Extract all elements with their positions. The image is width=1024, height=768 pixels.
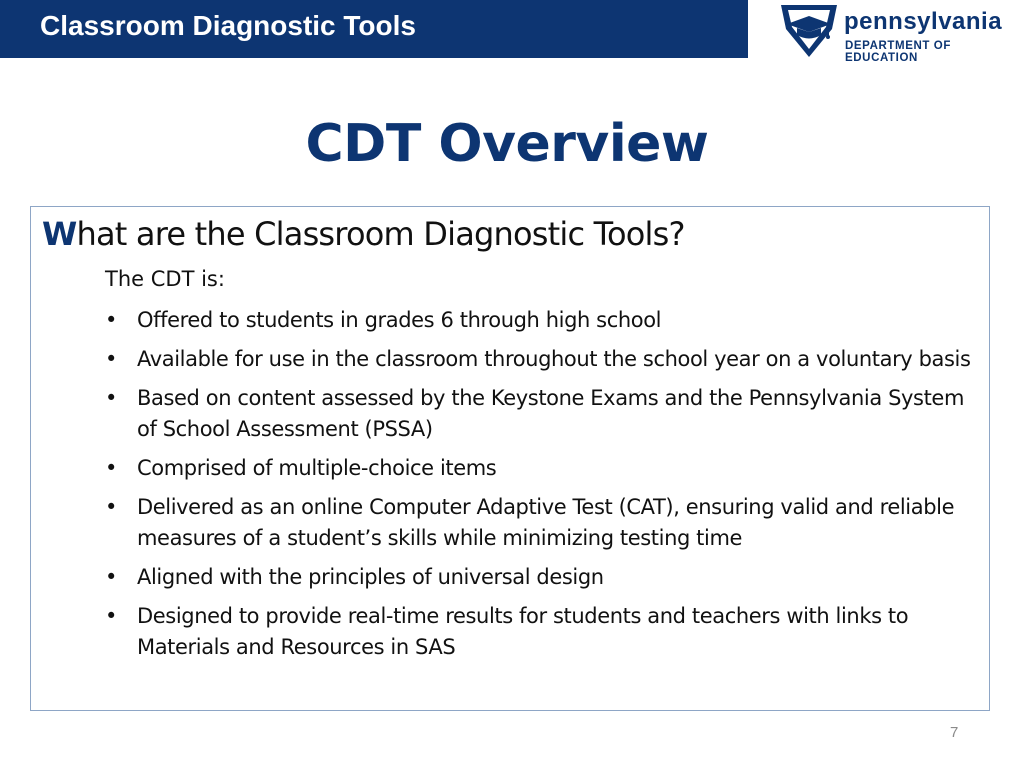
bullet-text: Comprised of multiple-choice items bbox=[137, 456, 497, 480]
bullet-item: • Offered to students in grades 6 through high school bbox=[105, 308, 662, 332]
bullet-item: • Designed to provide real-time results for students and teachers with links to Materials and Resources in SAS bbox=[105, 604, 909, 659]
bullet-item: • Aligned with the principles of universal design bbox=[105, 565, 604, 589]
intro-text: The CDT is: bbox=[105, 267, 225, 291]
bullet-text: Based on content assessed by the Keystone Exams and the Pennsylvania System of School Assessment (PSSA) bbox=[137, 386, 965, 441]
pennsylvania-doe-logo bbox=[778, 2, 1018, 64]
bullet-text: Delivered as an online Computer Adaptive Test (CAT), ensuring valid and reliable measures of a student’s skills while minimizing testing time bbox=[137, 495, 955, 550]
bullet-item: • Comprised of multiple-choice items bbox=[105, 456, 497, 480]
question-text: hat are the Classroom Diagnostic Tools? bbox=[76, 215, 685, 253]
bullet-list bbox=[105, 305, 975, 671]
header-title: Classroom Diagnostic Tools bbox=[40, 10, 416, 41]
page-title: CDT Overview bbox=[305, 114, 709, 174]
bullet-text: Aligned with the principles of universal design bbox=[137, 565, 604, 589]
keystone-graduation-cap-logo-icon bbox=[778, 2, 840, 60]
bullet-text: Designed to provide real-time results for students and teachers with links to Materials and Resources in SAS bbox=[137, 604, 909, 659]
bullet-text: Available for use in the classroom throughout the school year on a voluntary basis bbox=[137, 347, 971, 371]
question-initial: W bbox=[42, 215, 77, 253]
bullet-item: • Available for use in the classroom throughout the school year on a voluntary basis bbox=[105, 347, 971, 371]
bullet-item: • Based on content assessed by the Keystone Exams and the Pennsylvania System of School Assessment (PSSA) bbox=[105, 386, 965, 441]
logo-subtitle: DEPARTMENT OF EDUCATION bbox=[845, 40, 951, 64]
logo-wordmark: pennsylvania bbox=[844, 8, 1003, 35]
question-heading bbox=[42, 215, 685, 253]
content-box bbox=[30, 206, 990, 711]
bullet-text: Offered to students in grades 6 through high school bbox=[137, 308, 662, 332]
header-bar bbox=[0, 0, 748, 58]
slide-number: 7 bbox=[950, 724, 959, 741]
bullet-item: • Delivered as an online Computer Adaptive Test (CAT), ensuring valid and reliable measures of a student’s skills while minimizing testing time bbox=[105, 495, 955, 550]
